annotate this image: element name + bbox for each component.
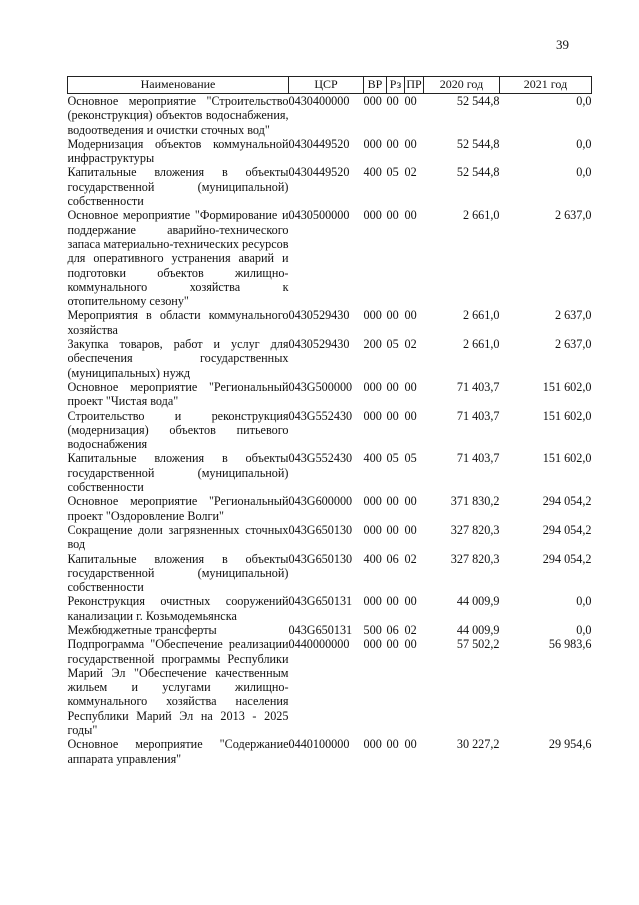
row-vr: 000 — [363, 308, 382, 323]
row-vr: 000 — [363, 136, 382, 151]
row-code: 043G552430 — [288, 408, 353, 423]
row-pr: 00 — [404, 637, 417, 652]
row-amount-2021: 294 054,2 — [542, 522, 592, 537]
header-2021: 2021 год — [500, 77, 592, 94]
row-vr: 000 — [363, 522, 382, 537]
page-number: 39 — [556, 37, 569, 52]
row-code: 0440000000 — [288, 637, 350, 652]
row-pr: 00 — [404, 522, 417, 537]
row-vr: 400 — [363, 165, 382, 180]
row-amount-2021: 29 954,6 — [548, 737, 592, 752]
row-vr: 400 — [363, 551, 382, 566]
row-vr: 200 — [363, 337, 382, 352]
row-rz: 05 — [386, 165, 399, 180]
row-name: Капитальные вложения в объекты государственной (муниципальной) собственности — [67, 551, 289, 595]
row-pr: 02 — [404, 337, 417, 352]
table-row — [68, 623, 592, 637]
row-code: 043G650131 — [288, 622, 353, 637]
row-amount-2020: 2 661,0 — [462, 308, 500, 323]
row-amount-2020: 71 403,7 — [456, 451, 500, 466]
table-row — [68, 308, 592, 337]
row-pr: 02 — [404, 622, 417, 637]
table-row — [68, 208, 592, 308]
row-pr: 00 — [404, 94, 417, 108]
row-code: 0430500000 — [288, 208, 350, 223]
row-pr: 00 — [404, 594, 417, 609]
row-vr: 000 — [363, 208, 382, 223]
row-amount-2021: 294 054,2 — [542, 551, 592, 566]
table-row — [68, 165, 592, 208]
budget-table — [67, 76, 592, 766]
row-vr: 500 — [363, 622, 382, 637]
row-vr: 400 — [363, 451, 382, 466]
table-row — [68, 451, 592, 494]
row-rz: 00 — [386, 379, 399, 394]
row-name: Основное мероприятие "Региональный проект "Чистая вода" — [67, 379, 289, 409]
row-name: Капитальные вложения в объекты государственной (муниципальной) собственности — [67, 165, 289, 209]
row-pr: 00 — [404, 308, 417, 323]
row-vr: 000 — [363, 94, 382, 108]
row-amount-2021: 151 602,0 — [542, 379, 592, 394]
header-pr: ПР — [405, 77, 424, 94]
row-amount-2021: 2 637,0 — [554, 337, 592, 352]
row-code: 043G650130 — [288, 551, 353, 566]
row-amount-2021: 151 602,0 — [542, 451, 592, 466]
table-row — [68, 552, 592, 595]
row-vr: 000 — [363, 408, 382, 423]
row-code: 043G500000 — [288, 379, 353, 394]
row-rz: 00 — [386, 94, 399, 108]
header-rz: Рз — [387, 77, 405, 94]
row-pr: 00 — [404, 136, 417, 151]
row-amount-2020: 327 820,3 — [450, 551, 500, 566]
row-pr: 00 — [404, 494, 417, 509]
row-vr: 000 — [363, 379, 382, 394]
row-rz: 00 — [386, 136, 399, 151]
row-amount-2020: 52 544,8 — [456, 165, 500, 180]
row-amount-2021: 56 983,6 — [548, 637, 592, 652]
row-amount-2020: 327 820,3 — [450, 522, 500, 537]
table-body — [68, 94, 592, 766]
row-vr: 000 — [363, 594, 382, 609]
row-pr: 02 — [404, 551, 417, 566]
row-name: Мероприятия в области коммунального хозяйства — [67, 308, 289, 337]
row-amount-2020: 2 661,0 — [462, 208, 500, 223]
table-row — [68, 637, 592, 737]
row-rz: 00 — [386, 522, 399, 537]
row-amount-2020: 71 403,7 — [456, 379, 500, 394]
header-2020: 2020 год — [424, 77, 500, 94]
row-amount-2020: 44 009,9 — [456, 622, 500, 637]
row-rz: 06 — [386, 551, 399, 566]
row-code: 0440100000 — [288, 737, 350, 752]
row-name: Подпрограмма "Обеспечение реализации государственной программы Республики Марий Эл "Обеспечение качественным жильем и услугами жилищно-коммунального хозяйства населения Республики Марий Эл на 2013 - 2025 годы" — [67, 637, 289, 738]
table-row — [68, 94, 592, 137]
row-pr: 00 — [404, 379, 417, 394]
row-name: Основное мероприятие "Строительство (реконструкция) объектов водоснабжения, водоотведения и очистки сточных вод" — [67, 94, 289, 137]
row-code: 0430529430 — [288, 337, 350, 352]
header-code: ЦСР — [289, 77, 364, 94]
row-amount-2020: 30 227,2 — [456, 737, 500, 752]
row-rz: 00 — [386, 637, 399, 652]
row-code: 0430529430 — [288, 308, 350, 323]
row-vr: 000 — [363, 637, 382, 652]
row-rz: 00 — [386, 737, 399, 752]
row-pr: 02 — [404, 165, 417, 180]
row-amount-2020: 57 502,2 — [456, 637, 500, 652]
table-row — [68, 594, 592, 623]
header-name: Наименование — [68, 77, 289, 94]
row-amount-2020: 44 009,9 — [456, 594, 500, 609]
table-row — [68, 380, 592, 409]
table-row — [68, 737, 592, 766]
row-name: Капитальные вложения в объекты государственной (муниципальной) собственности — [67, 451, 289, 495]
row-pr: 00 — [404, 208, 417, 223]
row-code: 043G650130 — [288, 522, 353, 537]
row-pr: 05 — [404, 451, 417, 466]
row-amount-2020: 52 544,8 — [456, 136, 500, 151]
row-amount-2021: 0,0 — [576, 594, 592, 609]
row-rz: 00 — [386, 494, 399, 509]
row-name: Межбюджетные трансферты — [67, 622, 217, 637]
row-rz: 06 — [386, 622, 399, 637]
row-rz: 00 — [386, 208, 399, 223]
table-row — [68, 337, 592, 380]
row-code: 043G600000 — [288, 494, 353, 509]
row-amount-2021: 2 637,0 — [554, 308, 592, 323]
row-name: Основное мероприятие "Формирование и поддержание аварийно-технического запаса материально-технических ресурсов для оперативного устранения аварий и подготовки объектов жилищно-коммунального хозяйства к отопительному сезону" — [67, 208, 289, 309]
row-code: 043G650131 — [288, 594, 353, 609]
row-amount-2021: 151 602,0 — [542, 408, 592, 423]
row-rz: 05 — [386, 337, 399, 352]
row-code: 0430400000 — [288, 94, 350, 108]
row-amount-2020: 2 661,0 — [462, 337, 500, 352]
row-name: Модернизация объектов коммунальной инфраструктуры — [67, 136, 289, 166]
row-vr: 000 — [363, 737, 382, 752]
table-row — [68, 409, 592, 452]
row-pr: 00 — [404, 737, 417, 752]
row-name: Сокращение доли загрязненных сточных вод — [67, 522, 289, 552]
table-row — [68, 494, 592, 523]
row-amount-2021: 0,0 — [576, 622, 592, 637]
row-amount-2021: 0,0 — [576, 94, 592, 108]
row-pr: 00 — [404, 408, 417, 423]
row-amount-2020: 71 403,7 — [456, 408, 500, 423]
row-amount-2021: 294 054,2 — [542, 494, 592, 509]
row-rz: 00 — [386, 594, 399, 609]
row-name: Закупка товаров, работ и услуг для обеспечения государственных (муниципальных) нужд — [67, 337, 289, 380]
row-rz: 00 — [386, 408, 399, 423]
row-name: Строительство и реконструкция (модернизация) объектов питьевого водоснабжения — [67, 408, 289, 452]
row-vr: 000 — [363, 494, 382, 509]
row-amount-2021: 2 637,0 — [554, 208, 592, 223]
row-name: Основное мероприятие "Содержание аппарата управления" — [67, 737, 289, 766]
row-amount-2020: 371 830,2 — [450, 494, 500, 509]
row-code: 0430449520 — [288, 165, 350, 180]
row-amount-2021: 0,0 — [576, 136, 592, 151]
row-rz: 05 — [386, 451, 399, 466]
header-row — [68, 77, 592, 94]
table-row — [68, 137, 592, 166]
row-amount-2021: 0,0 — [576, 165, 592, 180]
header-vr: ВР — [364, 77, 387, 94]
row-rz: 00 — [386, 308, 399, 323]
table-row — [68, 523, 592, 552]
row-code: 0430449520 — [288, 136, 350, 151]
row-amount-2020: 52 544,8 — [456, 94, 500, 108]
row-name: Основное мероприятие "Региональный проект "Оздоровление Волги" — [67, 494, 289, 523]
row-name: Реконструкция очистных сооружений канализации г. Козьмодемьянска — [67, 594, 289, 623]
row-code: 043G552430 — [288, 451, 353, 466]
